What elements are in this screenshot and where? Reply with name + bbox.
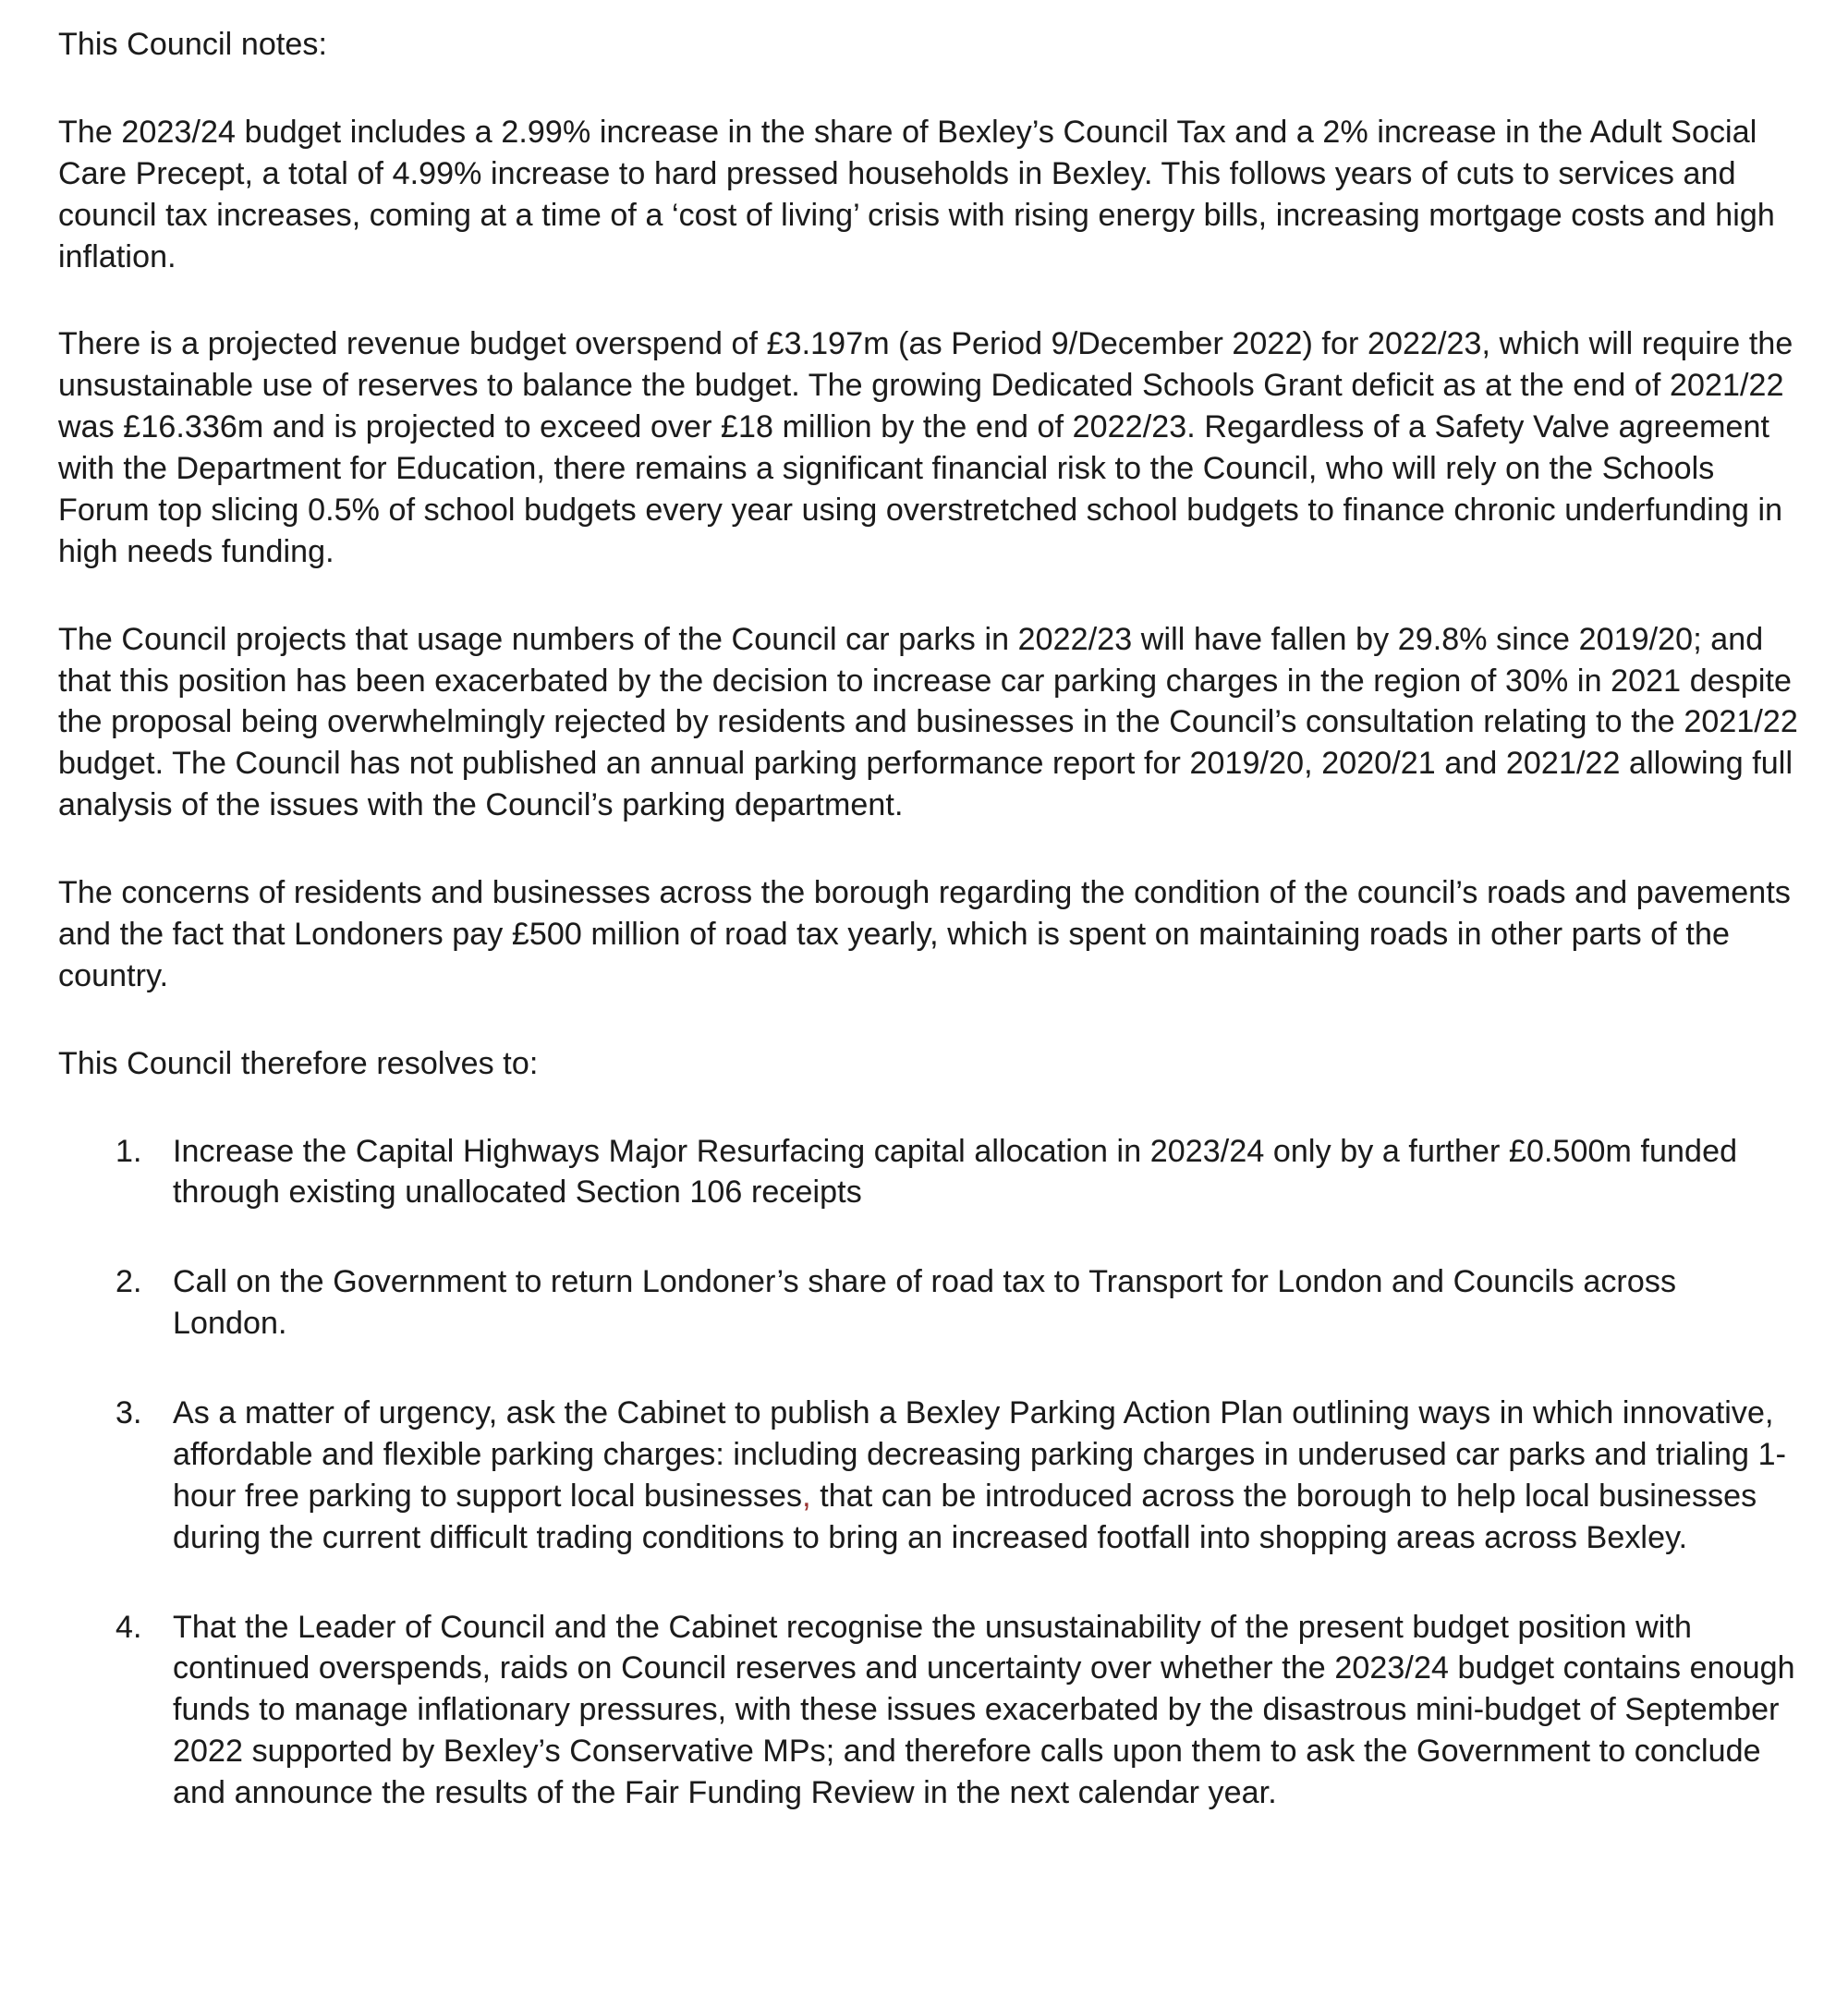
resolution-item-1	[116, 1131, 1800, 1214]
resolution-number-1: 1.	[116, 1133, 142, 1169]
resolution-3-text-after-comma: that can be introduced across the borough to help local businesses during the current difficult trading conditions to bring an increased footfall into shopping areas across Bexley.	[173, 1478, 1757, 1555]
resolution-number-4: 4.	[116, 1609, 142, 1645]
resolution-item-2	[116, 1261, 1800, 1345]
resolution-item-3	[116, 1393, 1800, 1559]
paragraph-budget-increase: The 2023/24 budget includes a 2.99% increase in the share of Bexley’s Council Tax and a 2% increase in the Adult Social Care Precept, a total of 4.99% increase to hard pressed households in Bexley. This follows years of cuts to services and council tax increases, coming at a time of a ‘cost of living’ crisis with rising energy bills, increasing mortgage costs and high inflation.	[58, 114, 1775, 274]
resolution-number-2: 2.	[116, 1264, 142, 1300]
resolution-text-3	[173, 1393, 1800, 1559]
resolution-item-4	[116, 1607, 1800, 1814]
resolution-number-3: 3.	[116, 1395, 142, 1430]
resolution-3-text-before-comma: As a matter of urgency, ask the Cabinet to publish a Bexley Parking Action Plan outlining ways in which innovative, affordable and flexible parking charges: including decreasing parking charges in underused car parks and trialing 1-hour free parking to support local businesses	[173, 1395, 1787, 1514]
resolution-text-1: Increase the Capital Highways Major Resurfacing capital allocation in 2023/24 only by a further £0.500m funded through existing unallocated Section 106 receipts	[173, 1133, 1738, 1211]
resolution-3-red-comma: ,	[802, 1478, 811, 1514]
resolution-text-4: That the Leader of Council and the Cabinet recognise the unsustainability of the present budget position with continued overspends, raids on Council reserves and uncertainty over whether the 2023/24 budget contains enough funds to manage inflationary pressures, with these issues exacerbated by the disastrous mini-budget of September 2022 supported by Bexley’s Conservative MPs; and therefore calls upon them to ask the Government to conclude and announce the results of the Fair Funding Review in the next calendar year.	[173, 1609, 1795, 1810]
paragraph-car-parks: The Council projects that usage numbers of the Council car parks in 2022/23 will have fallen by 29.8% since 2019/20; and that this position has been exacerbated by the decision to increase car parking charges in the region of 30% in 2021 despite the proposal being overwhelmingly rejected by residents and businesses in the Council’s consultation relating to the 2021/22 budget. The Council has not published an annual parking performance report for 2019/20, 2020/21 and 2021/22 allowing full analysis of the issues with the Council’s parking department.	[58, 621, 1798, 823]
paragraph-overspend: There is a projected revenue budget overspend of £3.197m (as Period 9/December 2022) for 2022/23, which will require the unsustainable use of reserves to balance the budget. The growing Dedicated Schools Grant deficit as at the end of 2021/22 was £16.336m and is projected to exceed over £18 million by the end of 2022/23. Regardless of a Safety Valve agreement with the Department for Education, there remains a significant financial risk to the Council, who will rely on the Schools Forum top slicing 0.5% of school budgets every year using overstretched school budgets to finance chronic underfunding in high needs funding.	[58, 326, 1793, 569]
resolution-list	[116, 1131, 1800, 1814]
resolves-heading: This Council therefore resolves to:	[58, 1045, 539, 1081]
resolution-text-2: Call on the Government to return Londoner’s share of road tax to Transport for London and Councils across London.	[173, 1264, 1677, 1342]
paragraph-roads: The concerns of residents and businesses across the borough regarding the condition of the council’s roads and pavements and the fact that Londoners pay £500 million of road tax yearly, which is spent on maintaining roads in other parts of the country.	[58, 875, 1791, 993]
intro-heading: This Council notes:	[58, 27, 328, 62]
